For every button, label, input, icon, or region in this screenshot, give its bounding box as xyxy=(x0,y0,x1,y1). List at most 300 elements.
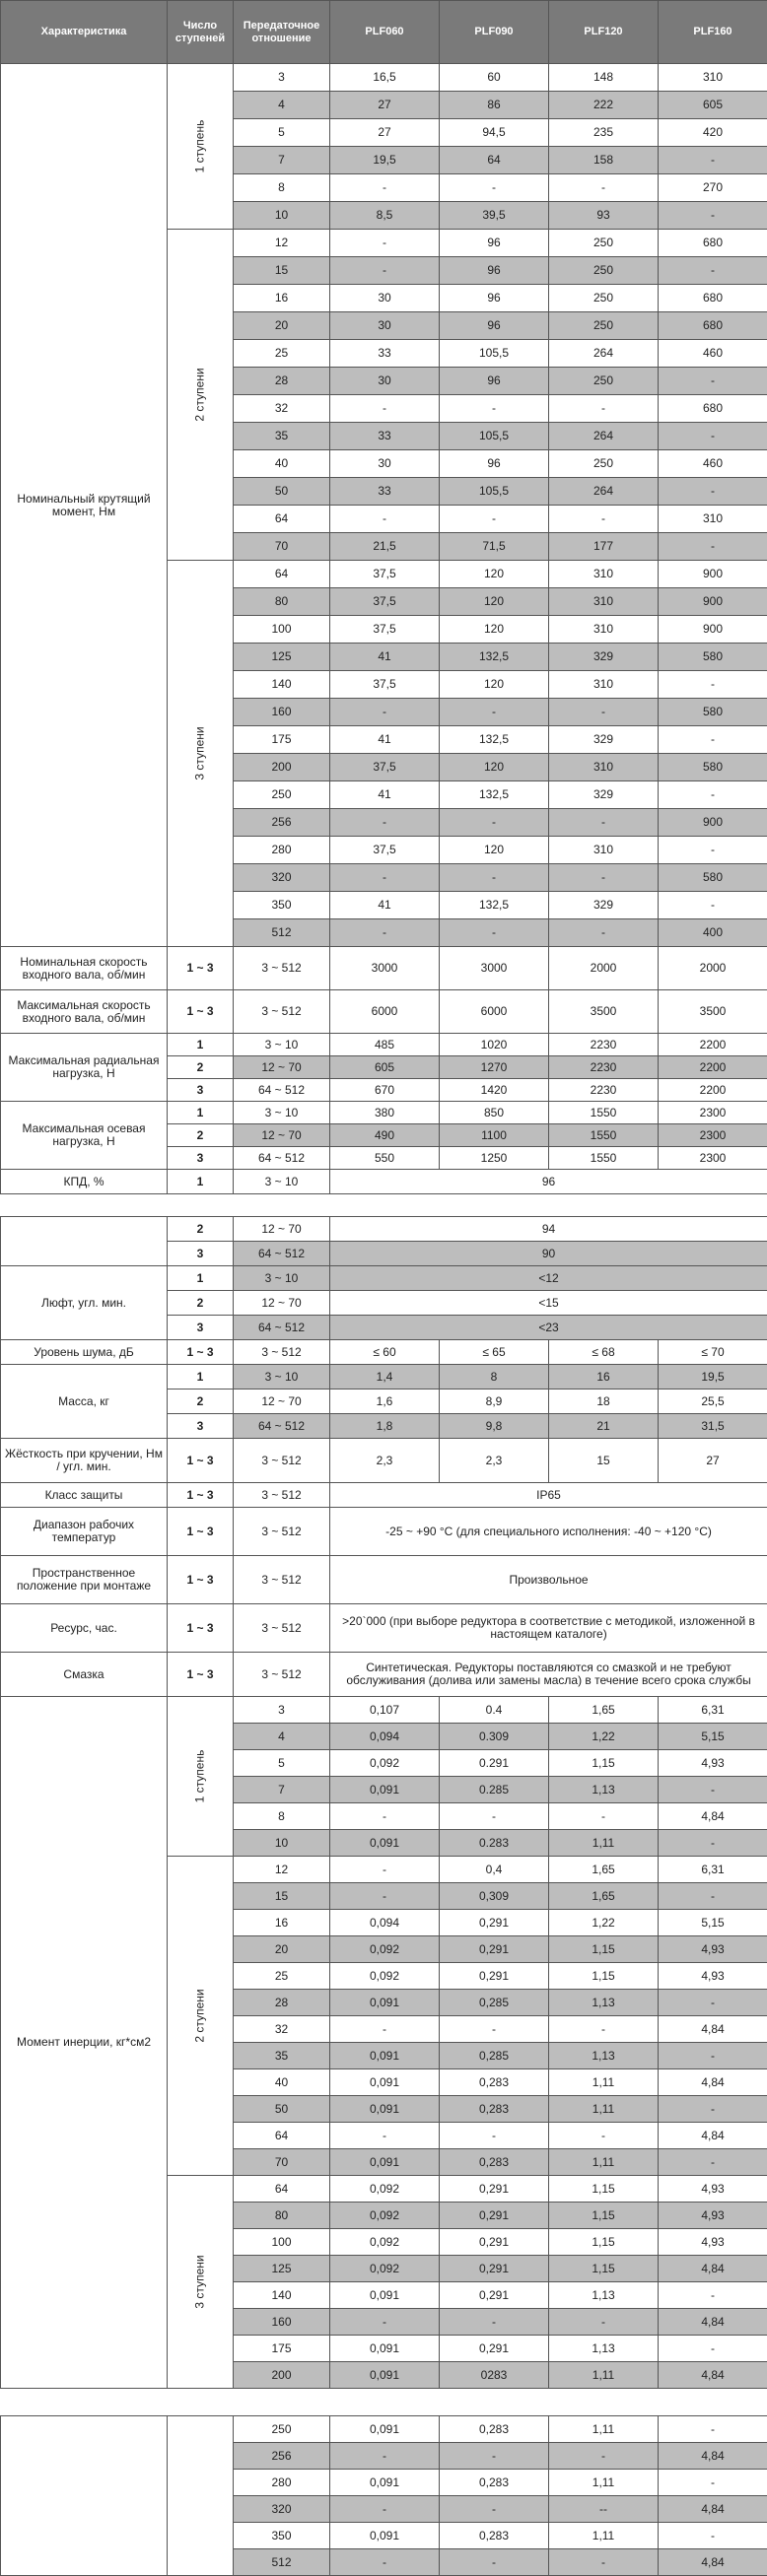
value-cell: 329 xyxy=(549,781,659,809)
value-cell: 0,291 xyxy=(440,2176,549,2203)
value-cell: 1,15 xyxy=(549,1750,659,1777)
ratio-cell: 5 xyxy=(234,1750,330,1777)
value-cell: - xyxy=(659,837,767,864)
value-cell: - xyxy=(659,1777,767,1803)
value-cell: 900 xyxy=(659,809,767,837)
value-cell: 33 xyxy=(330,478,440,506)
value-cell: - xyxy=(440,2016,549,2043)
value-cell: 1,65 xyxy=(549,1857,659,1883)
value-cell: - xyxy=(330,1857,440,1883)
value-cell: ≤ 68 xyxy=(549,1340,659,1365)
ratio-cell: 12 ~ 70 xyxy=(234,1124,330,1147)
value-cell: 4,93 xyxy=(659,2176,767,2203)
value-cell: - xyxy=(440,506,549,533)
value-cell: 96 xyxy=(440,230,549,257)
value-cell: - xyxy=(440,809,549,837)
value-cell: 580 xyxy=(659,644,767,671)
value-cell: 1250 xyxy=(440,1147,549,1170)
value-cell: 2300 xyxy=(659,1102,767,1124)
value-cell: 1,11 xyxy=(549,2096,659,2123)
value-cell: 310 xyxy=(549,671,659,699)
stages-cell: 1 ~ 3 xyxy=(168,1508,234,1556)
ratio-cell: 12 xyxy=(234,1857,330,1883)
value-cell: 2230 xyxy=(549,1056,659,1079)
row-label: Жёсткость при кручении, Нм / угл. мин. xyxy=(1,1439,168,1483)
value-cell: 250 xyxy=(549,450,659,478)
value-cell: 0,107 xyxy=(330,1697,440,1724)
header-model: PLF120 xyxy=(549,1,659,64)
ratio-cell: 12 ~ 70 xyxy=(234,1056,330,1079)
value-cell: 1550 xyxy=(549,1147,659,1170)
ratio-cell: 320 xyxy=(234,864,330,892)
row-label-continued xyxy=(1,2416,168,2576)
value-cell: - xyxy=(549,506,659,533)
value-cell: 329 xyxy=(549,892,659,919)
row-label: Люфт, угл. мин. xyxy=(1,1266,168,1340)
ratio-cell: 15 xyxy=(234,257,330,285)
value-cell: 4,84 xyxy=(659,2443,767,2470)
value-cell: 270 xyxy=(659,174,767,202)
value-cell: 18 xyxy=(549,1390,659,1414)
ratio-cell: 50 xyxy=(234,2096,330,2123)
row-label: Диапазон рабочих температур xyxy=(1,1508,168,1556)
value-cell: 1,22 xyxy=(549,1910,659,1936)
value-cell: - xyxy=(440,864,549,892)
value-cell: 1,11 xyxy=(549,2149,659,2176)
spec-table-continued xyxy=(0,1216,767,2389)
value-cell: 0,283 xyxy=(440,2096,549,2123)
table-row xyxy=(1,1266,767,1291)
stages-cell: 2 xyxy=(168,1056,234,1079)
value-cell: 6,31 xyxy=(659,1697,767,1724)
merged-value: Синтетическая. Редукторы поставляются со смазкой и не требуют обслуживания (долива или замены масла) в течение всего срока службы xyxy=(330,1653,767,1697)
value-cell: 1,11 xyxy=(549,2470,659,2496)
value-cell: - xyxy=(330,2443,440,2470)
merged-value: >20`000 (при выборе редуктора в соответствие с методикой, изложенной в настоящем каталоге) xyxy=(330,1604,767,1653)
value-cell: 0,091 xyxy=(330,2043,440,2069)
value-cell: 0283 xyxy=(440,2362,549,2389)
value-cell: - xyxy=(330,1803,440,1830)
value-cell: 3000 xyxy=(330,947,440,990)
value-cell: 4,84 xyxy=(659,2256,767,2282)
value-cell: 60 xyxy=(440,64,549,92)
value-cell: 250 xyxy=(549,285,659,312)
value-cell: 96 xyxy=(440,257,549,285)
ratio-cell: 200 xyxy=(234,2362,330,2389)
value-cell: 0,291 xyxy=(440,2229,549,2256)
ratio-cell: 80 xyxy=(234,588,330,616)
value-cell: - xyxy=(549,395,659,423)
header-model: PLF090 xyxy=(440,1,549,64)
value-cell: 37,5 xyxy=(330,754,440,781)
value-cell: - xyxy=(659,2470,767,2496)
value-cell: - xyxy=(440,2123,549,2149)
value-cell: 605 xyxy=(659,92,767,119)
ratio-cell: 512 xyxy=(234,2549,330,2576)
value-cell: 0,291 xyxy=(440,1963,549,1990)
ratio-cell: 3 ~ 512 xyxy=(234,1508,330,1556)
value-cell: 4,93 xyxy=(659,1936,767,1963)
value-cell: 310 xyxy=(549,837,659,864)
value-cell: - xyxy=(440,2309,549,2336)
value-cell: 310 xyxy=(549,754,659,781)
value-cell: 1100 xyxy=(440,1124,549,1147)
value-cell: 0,094 xyxy=(330,1910,440,1936)
value-cell: 1,15 xyxy=(549,1936,659,1963)
value-cell: 37,5 xyxy=(330,561,440,588)
ratio-cell: 80 xyxy=(234,2203,330,2229)
value-cell: 680 xyxy=(659,230,767,257)
header-characteristic: Характеристика xyxy=(1,1,168,64)
stage-label: 1 ступень xyxy=(193,1750,206,1803)
ratio-cell: 40 xyxy=(234,450,330,478)
ratio-cell: 8 xyxy=(234,174,330,202)
stages-cell: 1 ~ 3 xyxy=(168,990,234,1034)
value-cell: ≤ 60 xyxy=(330,1340,440,1365)
value-cell: - xyxy=(330,2123,440,2149)
value-cell: 1,4 xyxy=(330,1365,440,1390)
value-cell: 2000 xyxy=(549,947,659,990)
table-row xyxy=(1,1102,767,1124)
value-cell: 27 xyxy=(330,92,440,119)
value-cell: 485 xyxy=(330,1034,440,1056)
ratio-cell: 512 xyxy=(234,919,330,947)
merged-value: <12 xyxy=(330,1266,767,1291)
page-break-gap xyxy=(0,2389,767,2415)
ratio-cell: 4 xyxy=(234,1724,330,1750)
ratio-cell: 64 xyxy=(234,561,330,588)
value-cell: 900 xyxy=(659,561,767,588)
value-cell: 105,5 xyxy=(440,340,549,368)
header-ratio: Передаточное отношение xyxy=(234,1,330,64)
value-cell: 264 xyxy=(549,423,659,450)
value-cell: - xyxy=(440,2496,549,2523)
value-cell: 1550 xyxy=(549,1102,659,1124)
value-cell: - xyxy=(330,174,440,202)
stages-cell: 3 xyxy=(168,1316,234,1340)
ratio-cell: 250 xyxy=(234,2416,330,2443)
value-cell: 0,291 xyxy=(440,1910,549,1936)
value-cell: 30 xyxy=(330,285,440,312)
ratio-cell: 32 xyxy=(234,395,330,423)
ratio-cell: 64 ~ 512 xyxy=(234,1316,330,1340)
value-cell: - xyxy=(330,506,440,533)
value-cell: - xyxy=(659,147,767,174)
value-cell: 1,15 xyxy=(549,2256,659,2282)
ratio-cell: 12 ~ 70 xyxy=(234,1291,330,1316)
ratio-cell: 15 xyxy=(234,1883,330,1910)
ratio-cell: 35 xyxy=(234,2043,330,2069)
table-row xyxy=(1,1439,767,1483)
value-cell: 1420 xyxy=(440,1079,549,1102)
ratio-cell: 64 ~ 512 xyxy=(234,1147,330,1170)
value-cell: 0,283 xyxy=(440,2149,549,2176)
ratio-cell: 3 ~ 512 xyxy=(234,990,330,1034)
stages-cell: 1 xyxy=(168,1102,234,1124)
value-cell: 0,291 xyxy=(440,2203,549,2229)
value-cell: - xyxy=(549,2443,659,2470)
value-cell: 0,091 xyxy=(330,2069,440,2096)
value-cell: 15 xyxy=(549,1439,659,1483)
value-cell: 2200 xyxy=(659,1056,767,1079)
ratio-cell: 12 ~ 70 xyxy=(234,1217,330,1242)
value-cell: 850 xyxy=(440,1102,549,1124)
value-cell: - xyxy=(659,2282,767,2309)
value-cell: 158 xyxy=(549,147,659,174)
value-cell: 329 xyxy=(549,644,659,671)
ratio-cell: 40 xyxy=(234,2069,330,2096)
value-cell: 329 xyxy=(549,726,659,754)
table-row xyxy=(1,1034,767,1056)
value-cell: 0,091 xyxy=(330,2096,440,2123)
value-cell: - xyxy=(440,699,549,726)
value-cell: - xyxy=(330,230,440,257)
value-cell: 1,13 xyxy=(549,2043,659,2069)
value-cell: 3500 xyxy=(659,990,767,1034)
ratio-cell: 175 xyxy=(234,726,330,754)
value-cell: 0,283 xyxy=(440,2069,549,2096)
value-cell: 0,291 xyxy=(440,2282,549,2309)
value-cell: 25,5 xyxy=(659,1390,767,1414)
ratio-cell: 7 xyxy=(234,147,330,174)
value-cell: 1,15 xyxy=(549,2229,659,2256)
value-cell: 550 xyxy=(330,1147,440,1170)
value-cell: 1,11 xyxy=(549,2523,659,2549)
value-cell: - xyxy=(659,2096,767,2123)
ratio-cell: 64 ~ 512 xyxy=(234,1414,330,1439)
ratio-cell: 64 ~ 512 xyxy=(234,1079,330,1102)
table-row xyxy=(1,1604,767,1653)
value-cell: 8,5 xyxy=(330,202,440,230)
value-cell: - xyxy=(440,174,549,202)
value-cell: 0,092 xyxy=(330,2256,440,2282)
value-cell: 41 xyxy=(330,892,440,919)
row-label: Номинальный крутящий момент, Нм xyxy=(1,64,168,947)
value-cell: 96 xyxy=(440,285,549,312)
value-cell: 4,84 xyxy=(659,2016,767,2043)
value-cell: - xyxy=(440,395,549,423)
table-row xyxy=(1,1340,767,1365)
ratio-cell: 100 xyxy=(234,616,330,644)
value-cell: 37,5 xyxy=(330,616,440,644)
value-cell: 41 xyxy=(330,726,440,754)
stage-label: 2 ступени xyxy=(193,368,206,421)
value-cell: 4,84 xyxy=(659,2549,767,2576)
ratio-cell: 125 xyxy=(234,644,330,671)
value-cell: 105,5 xyxy=(440,478,549,506)
table-row xyxy=(1,1556,767,1604)
ratio-cell: 3 ~ 512 xyxy=(234,1604,330,1653)
row-label: Максимальная радиальная нагрузка, Н xyxy=(1,1034,168,1102)
ratio-cell: 28 xyxy=(234,1990,330,2016)
ratio-cell: 256 xyxy=(234,809,330,837)
value-cell: 420 xyxy=(659,119,767,147)
value-cell: 4,84 xyxy=(659,2123,767,2149)
value-cell: - xyxy=(659,202,767,230)
ratio-cell: 140 xyxy=(234,2282,330,2309)
ratio-cell: 3 ~ 512 xyxy=(234,1653,330,1697)
value-cell: 2230 xyxy=(549,1034,659,1056)
ratio-cell: 20 xyxy=(234,1936,330,1963)
stages-cell: 1 xyxy=(168,1034,234,1056)
value-cell: 41 xyxy=(330,644,440,671)
row-label: Пространственное положение при монтаже xyxy=(1,1556,168,1604)
value-cell: 148 xyxy=(549,64,659,92)
value-cell: 0.283 xyxy=(440,1830,549,1857)
row-label: Смазка xyxy=(1,1653,168,1697)
ratio-cell: 16 xyxy=(234,1910,330,1936)
value-cell: - xyxy=(659,2416,767,2443)
stage-cell xyxy=(168,1697,234,1857)
stages-cell: 2 xyxy=(168,1124,234,1147)
value-cell: 19,5 xyxy=(659,1365,767,1390)
value-cell: 1,15 xyxy=(549,1963,659,1990)
value-cell: 37,5 xyxy=(330,671,440,699)
table-row xyxy=(1,64,767,92)
ratio-cell: 3 xyxy=(234,1697,330,1724)
value-cell: 0,283 xyxy=(440,2416,549,2443)
ratio-cell: 3 ~ 10 xyxy=(234,1365,330,1390)
ratio-cell: 35 xyxy=(234,423,330,450)
value-cell: - xyxy=(330,2309,440,2336)
value-cell: 37,5 xyxy=(330,588,440,616)
row-label-continued xyxy=(1,1217,168,1266)
value-cell: 1,13 xyxy=(549,1777,659,1803)
value-cell: 30 xyxy=(330,312,440,340)
value-cell: 120 xyxy=(440,837,549,864)
value-cell: 0.4 xyxy=(440,1697,549,1724)
value-cell: 1,6 xyxy=(330,1390,440,1414)
value-cell: - xyxy=(440,1803,549,1830)
value-cell: 1,11 xyxy=(549,2069,659,2096)
value-cell: 1,8 xyxy=(330,1414,440,1439)
value-cell: 132,5 xyxy=(440,726,549,754)
row-label: Максимальная скорость входного вала, об/мин xyxy=(1,990,168,1034)
ratio-cell: 12 ~ 70 xyxy=(234,1390,330,1414)
stage-label: 3 ступени xyxy=(193,2255,206,2308)
stages-cell: 3 xyxy=(168,1414,234,1439)
page-break-gap xyxy=(0,1194,767,1216)
value-cell: 94,5 xyxy=(440,119,549,147)
value-cell: 37,5 xyxy=(330,837,440,864)
value-cell: 41 xyxy=(330,781,440,809)
ratio-cell: 3 ~ 10 xyxy=(234,1034,330,1056)
value-cell: - xyxy=(330,699,440,726)
stage-cell xyxy=(168,230,234,561)
value-cell: 0,285 xyxy=(440,2043,549,2069)
value-cell: 0,091 xyxy=(330,2470,440,2496)
ratio-cell: 350 xyxy=(234,2523,330,2549)
table-row xyxy=(1,990,767,1034)
value-cell: 8,9 xyxy=(440,1390,549,1414)
value-cell: 1,22 xyxy=(549,1724,659,1750)
merged-value: 96 xyxy=(330,1170,767,1194)
value-cell: - xyxy=(440,919,549,947)
value-cell: 5,15 xyxy=(659,1910,767,1936)
value-cell: 64 xyxy=(440,147,549,174)
value-cell: 0,291 xyxy=(440,2336,549,2362)
value-cell: - xyxy=(330,1883,440,1910)
table-row xyxy=(1,2416,767,2443)
ratio-cell: 3 ~ 512 xyxy=(234,1340,330,1365)
value-cell: 120 xyxy=(440,561,549,588)
value-cell: 0,091 xyxy=(330,1990,440,2016)
stages-cell: 1 ~ 3 xyxy=(168,1556,234,1604)
ratio-cell: 350 xyxy=(234,892,330,919)
stages-cell: 1 xyxy=(168,1170,234,1194)
row-label: Уровень шума, дБ xyxy=(1,1340,168,1365)
value-cell: 3500 xyxy=(549,990,659,1034)
value-cell: - xyxy=(549,2309,659,2336)
value-cell: 400 xyxy=(659,919,767,947)
value-cell: 4,84 xyxy=(659,2069,767,2096)
value-cell: - xyxy=(330,395,440,423)
value-cell: 86 xyxy=(440,92,549,119)
ratio-cell: 3 ~ 10 xyxy=(234,1170,330,1194)
stage-label: 2 ступени xyxy=(193,1989,206,2042)
value-cell: 0.309 xyxy=(440,1724,549,1750)
value-cell: 1550 xyxy=(549,1124,659,1147)
value-cell: - xyxy=(659,726,767,754)
value-cell: 31,5 xyxy=(659,1414,767,1439)
value-cell: 310 xyxy=(659,64,767,92)
table-row xyxy=(1,1653,767,1697)
merged-value: 90 xyxy=(330,1242,767,1266)
value-cell: 1,15 xyxy=(549,2176,659,2203)
value-cell: 900 xyxy=(659,588,767,616)
ratio-cell: 8 xyxy=(234,1803,330,1830)
row-label: Класс защиты xyxy=(1,1483,168,1508)
value-cell: 0,285 xyxy=(440,1990,549,2016)
value-cell: 71,5 xyxy=(440,533,549,561)
value-cell: 96 xyxy=(440,312,549,340)
ratio-cell: 4 xyxy=(234,92,330,119)
value-cell: 1,11 xyxy=(549,1830,659,1857)
header-model: PLF160 xyxy=(659,1,767,64)
value-cell: 96 xyxy=(440,368,549,395)
value-cell: 310 xyxy=(549,616,659,644)
value-cell: 33 xyxy=(330,340,440,368)
value-cell: 222 xyxy=(549,92,659,119)
stages-cell: 1 ~ 3 xyxy=(168,1604,234,1653)
value-cell: 6000 xyxy=(330,990,440,1034)
value-cell: 93 xyxy=(549,202,659,230)
ratio-cell: 256 xyxy=(234,2443,330,2470)
value-cell: 4,84 xyxy=(659,2496,767,2523)
value-cell: 310 xyxy=(549,588,659,616)
value-cell: 310 xyxy=(549,561,659,588)
value-cell: - xyxy=(549,1803,659,1830)
value-cell: 2200 xyxy=(659,1034,767,1056)
value-cell: 264 xyxy=(549,340,659,368)
stages-cell: 3 xyxy=(168,1147,234,1170)
stage-label: 3 ступени xyxy=(193,726,206,780)
ratio-cell: 3 ~ 10 xyxy=(234,1266,330,1291)
value-cell: 680 xyxy=(659,395,767,423)
value-cell: - xyxy=(549,809,659,837)
value-cell: - xyxy=(659,2523,767,2549)
header-stages: Число ступеней xyxy=(168,1,234,64)
value-cell: ≤ 70 xyxy=(659,1340,767,1365)
value-cell: 4,93 xyxy=(659,2229,767,2256)
row-label: Момент инерции, кг*см2 xyxy=(1,1697,168,2389)
value-cell: 2230 xyxy=(549,1079,659,1102)
value-cell: 1,11 xyxy=(549,2416,659,2443)
value-cell: 0,091 xyxy=(330,2362,440,2389)
table-row xyxy=(1,1365,767,1390)
ratio-cell: 250 xyxy=(234,781,330,809)
value-cell: 680 xyxy=(659,312,767,340)
